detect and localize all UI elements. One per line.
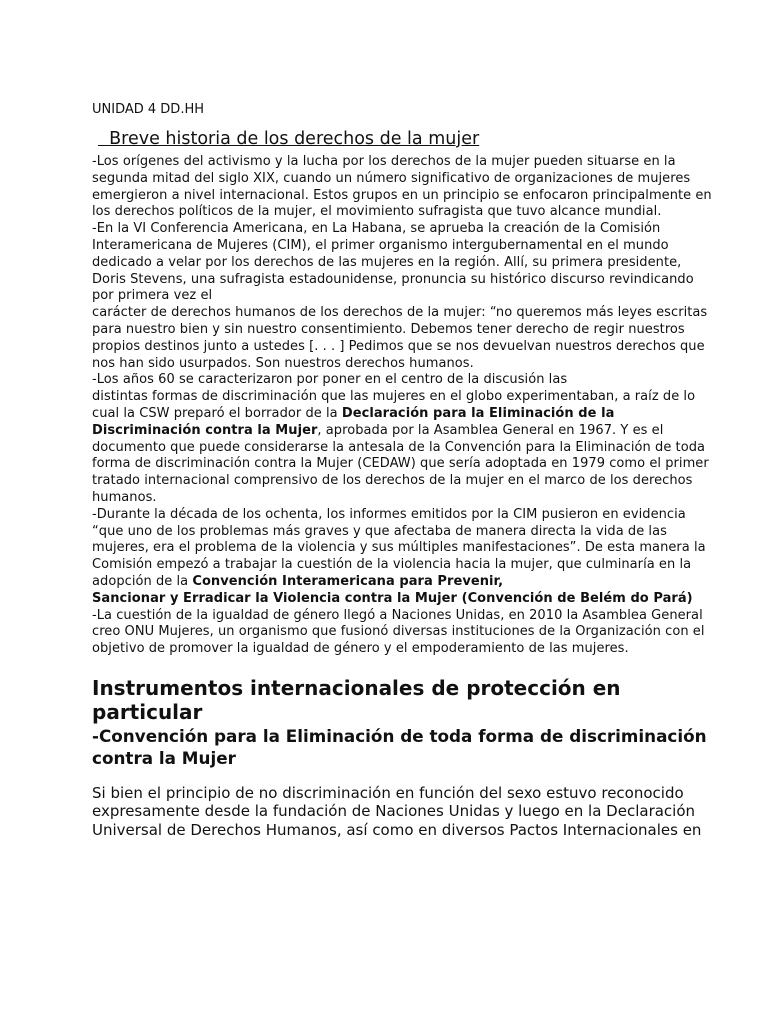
paragraph-un-women: -La cuestión de la igualdad de género llegó a Naciones Unidas, en 2010 la Asamblea General creo ONU Mujeres, un organismo que fusionó diversas instituciones de la Organización con el objetivo de promover la igualdad de género y el empoderamiento de las mujeres. <box>92 607 705 657</box>
paragraph-sixties-c: , aprobada por la Asamblea General en 1967. Y es el documento que puede considerarse la antesala de la Convención para la Eliminación de toda forma de discriminación contra la Mujer (CEDAW) que sería adoptada en 1979 como el primer tratado internacional comprensivo de los derechos de la mujer en el marco de los derechos humanos. <box>92 422 709 505</box>
declaration-title-bold: Declaración para la Eliminación de la Discriminación contra la Mujer <box>92 405 615 438</box>
document-page <box>92 102 712 839</box>
paragraph-cim: -En la VI Conferencia Americana, en La Habana, se aprueba la creación de la Comisión Interamericana de Mujeres (CIM), el primer organismo intergubernamental en el mundo dedicado a velar por los derechos de las mujeres en la región. Allí, su primera presidente, Doris Stevens, una sufragista estadounidense, pronuncia su histórico discurso revindicando por primera vez el <box>92 221 694 304</box>
history-body <box>92 154 712 658</box>
convention-title-bold-b: Sancionar y Erradicar la Violencia contra la Mujer (Convención de Belém do Pará) <box>92 590 693 606</box>
unit-label: UNIDAD 4 DD.HH <box>92 102 204 117</box>
paragraph-eighties: -Durante la década de los ochenta, los informes emitidos por la CIM pusieron en evidencia “que uno de los problemas más graves y que afectaba de manera directa la vida de las mujeres, era el problema de la violencia y sus múltiples manifestaciones”. De esta manera la Comisión empezó a trabajar la cuestión de la violencia hacia la mujer, que culminaría en la adopción de la <box>92 506 706 589</box>
closing-paragraph: Si bien el principio de no discriminación en función del sexo estuvo reconocido expresamente desde la fundación de Naciones Unidas y luego en la Declaración Universal de Derechos Humanos, así como en diversos Pactos Internacionales en <box>92 783 702 839</box>
section-heading: Instrumentos internacionales de protección en particular <box>92 675 621 724</box>
subsection-heading: -Convención para la Eliminación de toda forma de discriminación contra la Mujer <box>92 725 707 768</box>
convention-title-bold-a: Convención Interamericana para Prevenir, <box>192 573 504 589</box>
paragraph-origins: -Los orígenes del activismo y la lucha por los derechos de la mujer pueden situarse en la segunda mitad del siglo XIX, cuando un número significativo de organizaciones de mujeres emergieron a nivel internacional. Estos grupos en un principio se enfocaron principalmente en los derechos políticos de la mujer, el movimiento sufragista que tuvo alcance mundial. <box>92 154 712 220</box>
document-title: Breve historia de los derechos de la mujer <box>98 129 480 149</box>
paragraph-sixties-b: distintas formas de discriminación que las mujeres en el globo experimentaban, a raíz de lo cual la CSW preparó el borrador de la <box>92 389 696 421</box>
paragraph-sixties-a: -Los años 60 se caracterizaron por poner en el centro de la discusión las <box>92 372 568 388</box>
paragraph-stevens-quote: carácter de derechos humanos de los derechos de la mujer: “no queremos más leyes escritas para nuestro bien y sin nuestro consentimiento. Debemos tener derecho de regir nuestros propios destinos junto a ustedes [. . . ] Pedimos que se nos devuelvan nuestros derechos que nos han sido usurpados. Son nuestros derechos humanos. <box>92 305 708 371</box>
